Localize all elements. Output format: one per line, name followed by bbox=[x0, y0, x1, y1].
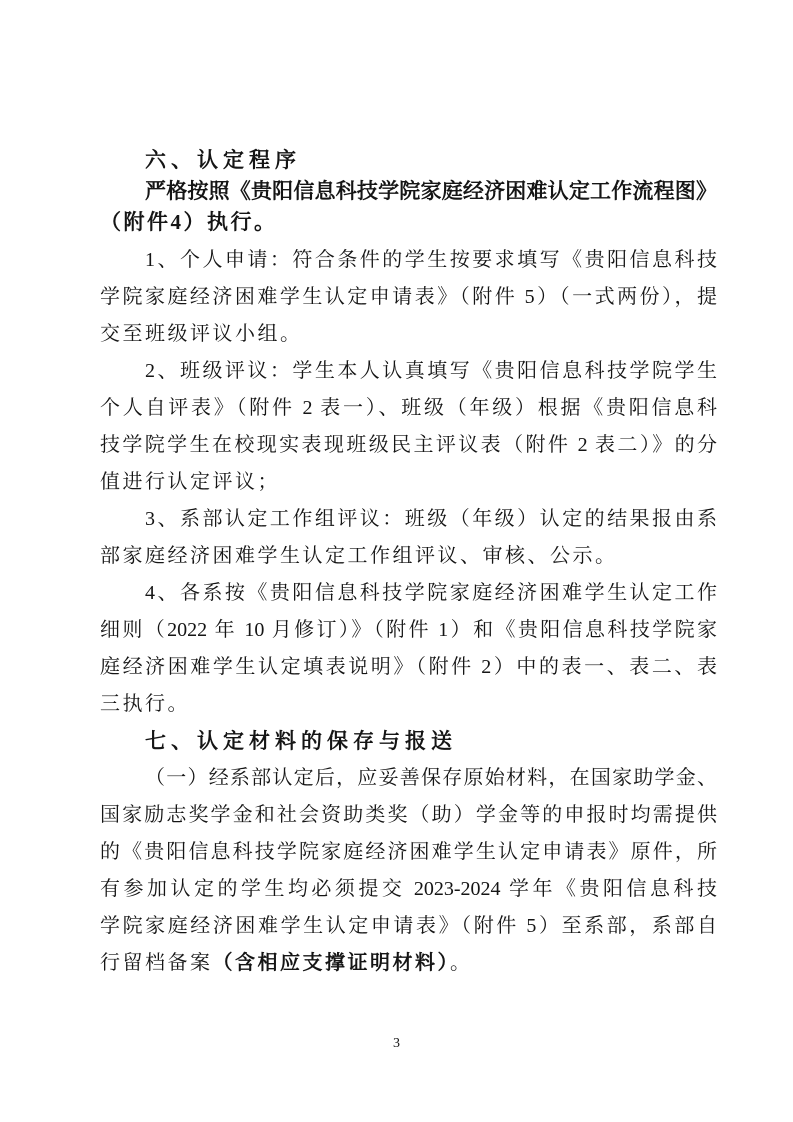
text-run: 4、各系按《贵阳信息科技学院家庭经济困难学生认定工作 bbox=[145, 582, 717, 604]
text-run: 2、班级评议：学生本人认真填写《贵阳信息科技学院学生 bbox=[145, 360, 717, 382]
text-run: 三执行。 bbox=[100, 693, 190, 715]
text-line bbox=[100, 797, 717, 834]
text-line bbox=[100, 464, 717, 501]
text-line bbox=[100, 834, 717, 871]
section-6-intro bbox=[100, 176, 717, 238]
text-line bbox=[100, 427, 717, 464]
procedure-item-3 bbox=[100, 501, 717, 575]
text-line bbox=[100, 538, 717, 575]
text-run: 有参加认定的学生均必须提交 2023-2024 学年《贵阳信息科技 bbox=[100, 878, 717, 900]
text-run: 值进行认定评议； bbox=[100, 471, 280, 493]
procedure-item-4 bbox=[100, 575, 717, 723]
text-run: 学院家庭经济困难学生认定申请表》（附件 5）至系部，系部自 bbox=[100, 915, 717, 937]
text-line bbox=[100, 686, 717, 723]
text-line bbox=[100, 144, 717, 176]
document-content bbox=[100, 144, 717, 982]
text-line bbox=[100, 945, 717, 982]
text-run: 庭经济困难学生认定填表说明》（附件 2）中的表一、表二、表 bbox=[100, 656, 717, 678]
text-line bbox=[100, 390, 717, 427]
text-line bbox=[100, 207, 717, 238]
text-run: 技学院学生在校现实表现班级民主评议表（附件 2 表二）》的分 bbox=[100, 434, 717, 456]
text-run: 部家庭经济困难学生认定工作组评议、审核、公示。 bbox=[100, 545, 618, 567]
section-7-para-1 bbox=[100, 760, 717, 982]
section-7-heading bbox=[100, 723, 717, 760]
text-line bbox=[100, 316, 717, 353]
text-line bbox=[100, 649, 717, 686]
section-6-heading bbox=[100, 144, 717, 176]
text-run: 3、系部认定工作组评议：班级（年级）认定的结果报由系 bbox=[145, 508, 717, 530]
text-run: （含相应支撑证明材料） bbox=[212, 952, 450, 974]
text-run: 七、认定材料的保存与报送 bbox=[145, 729, 457, 753]
text-run: 六、认定程序 bbox=[145, 148, 301, 172]
text-line bbox=[100, 871, 717, 908]
text-run: （附件4）执行。 bbox=[100, 210, 278, 234]
text-run: 细则（2022 年 10 月修订）》（附件 1）和《贵阳信息科技学院家 bbox=[100, 619, 717, 641]
procedure-item-2 bbox=[100, 353, 717, 501]
text-line bbox=[100, 176, 717, 207]
text-run: 行留档备案 bbox=[100, 952, 213, 974]
text-run: 。 bbox=[450, 952, 473, 974]
text-run: 国家励志奖学金和社会资助类奖（助）学金等的申报时均需提供 bbox=[100, 804, 717, 826]
text-run: （一）经系部认定后，应妥善保存原始材料，在国家助学金、 bbox=[145, 767, 717, 789]
text-run: 个人自评表》（附件 2 表一）、班级（年级）根据《贵阳信息科 bbox=[100, 397, 717, 419]
page-number: 3 bbox=[393, 1036, 400, 1051]
text-line bbox=[100, 242, 717, 279]
text-run: 严格按照《贵阳信息科技学院家庭经济困难认定工作流程图》 bbox=[145, 179, 717, 203]
text-line bbox=[100, 612, 717, 649]
text-line bbox=[100, 723, 717, 760]
text-run: 的《贵阳信息科技学院家庭经济困难学生认定申请表》原件，所 bbox=[100, 841, 717, 863]
text-run: 学院家庭经济困难学生认定申请表》（附件 5）（一式两份），提 bbox=[100, 286, 717, 308]
text-run: 1、个人申请：符合条件的学生按要求填写《贵阳信息科技 bbox=[145, 249, 717, 271]
text-line bbox=[100, 760, 717, 797]
procedure-item-1 bbox=[100, 242, 717, 353]
text-line bbox=[100, 575, 717, 612]
text-run: 交至班级评议小组。 bbox=[100, 323, 303, 345]
text-line bbox=[100, 908, 717, 945]
text-line bbox=[100, 279, 717, 316]
text-line bbox=[100, 353, 717, 390]
text-line bbox=[100, 501, 717, 538]
